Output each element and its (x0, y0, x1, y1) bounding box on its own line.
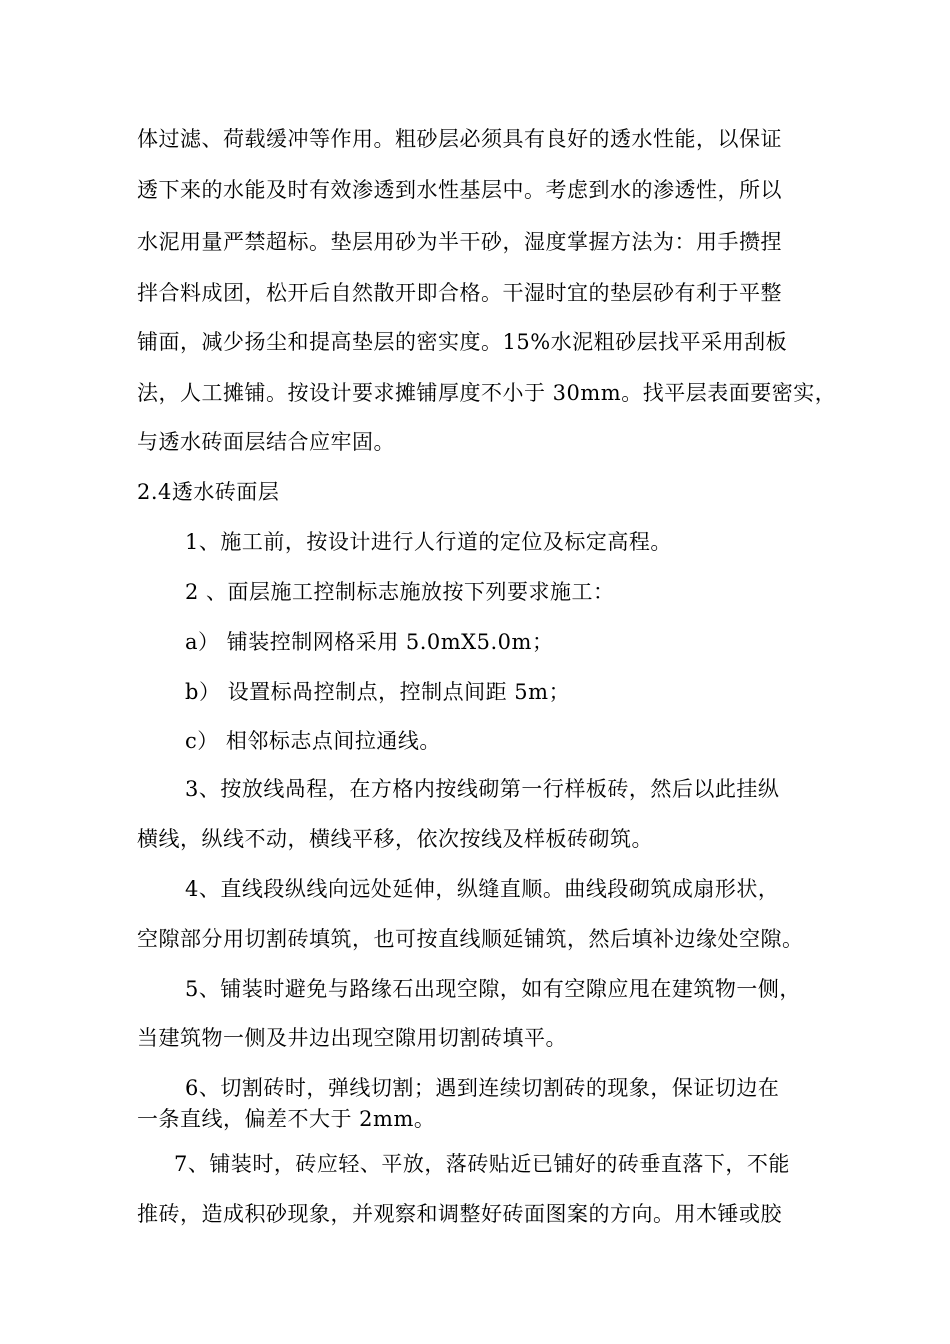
body-text-line: 与透水砖面层结合应牢固。 (137, 430, 395, 454)
list-item: 6、切割砖时，弹线切割；遇到连续切割砖的现象，保证切边在 (185, 1076, 780, 1100)
list-item: 7、铺装时，砖应轻、平放，落砖贴近已铺好的砖垂直落下，不能 (174, 1152, 790, 1176)
body-text-line: 体过滤、荷载缓冲等作用。粗砂层必须具有良好的透水性能，以保证 (137, 127, 782, 151)
section-heading: 2.4透水砖面层 (137, 480, 280, 504)
list-item: 1、施工前，按设计进行人行道的定位及标定高程。 (185, 530, 672, 554)
body-text-line: 透下来的水能及时有效渗透到水性基层中。考虑到水的渗透性，所以 (137, 178, 782, 202)
body-text-line: 空隙部分用切割砖填筑，也可按直线顺延铺筑，然后填补边缘处空隙。 (137, 927, 804, 951)
body-text-line: 当建筑物一侧及井边出现空隙用切割砖填平。 (137, 1026, 567, 1050)
body-text-line: 推砖，造成积砂现象，并观察和调整好砖面图案的方向。用木锤或胶 (137, 1202, 782, 1226)
body-text-line: 水泥用量严禁超标。垫层用砂为半干砂，湿度掌握方法为：用手攒捏 (137, 230, 782, 254)
body-text-line: 铺面，减少扬尘和提高垫层的密实度。15%水泥粗砂层找平采用刮板 (137, 330, 788, 354)
list-item: 2 、面层施工控制标志施放按下列要求施工： (185, 580, 615, 604)
body-text-line: 一条直线，偏差不大于 2mm。 (137, 1107, 436, 1131)
sub-list-item: c） 相邻标志点间拉通线。 (185, 729, 441, 753)
body-text-line: 横线，纵线不动，横线平移，依次按线及样板砖砌筑。 (137, 827, 653, 851)
sub-list-item: b） 设置标咼控制点，控制点间距 5m； (185, 680, 571, 704)
list-item: 5、铺装时避免与路缘石出现空隙，如有空隙应甩在建筑物一侧， (185, 977, 801, 1001)
body-text-line: 法，人工摊铺。按设计要求摊铺厚度不小于 30mm。找平层表面要密实， (137, 381, 837, 405)
list-item: 3、按放线咼程，在方格内按线砌第一行样板砖，然后以此挂纵 (185, 777, 780, 801)
sub-list-item: a） 铺装控制网格采用 5.0mX5.0m； (185, 630, 554, 654)
body-text-line: 拌合料成团，松开后自然散开即合格。干湿时宜的垫层砂有利于平整 (137, 281, 782, 305)
list-item: 4、直线段纵线向远处延伸，纵缝直顺。曲线段砌筑成扇形状， (185, 877, 780, 901)
